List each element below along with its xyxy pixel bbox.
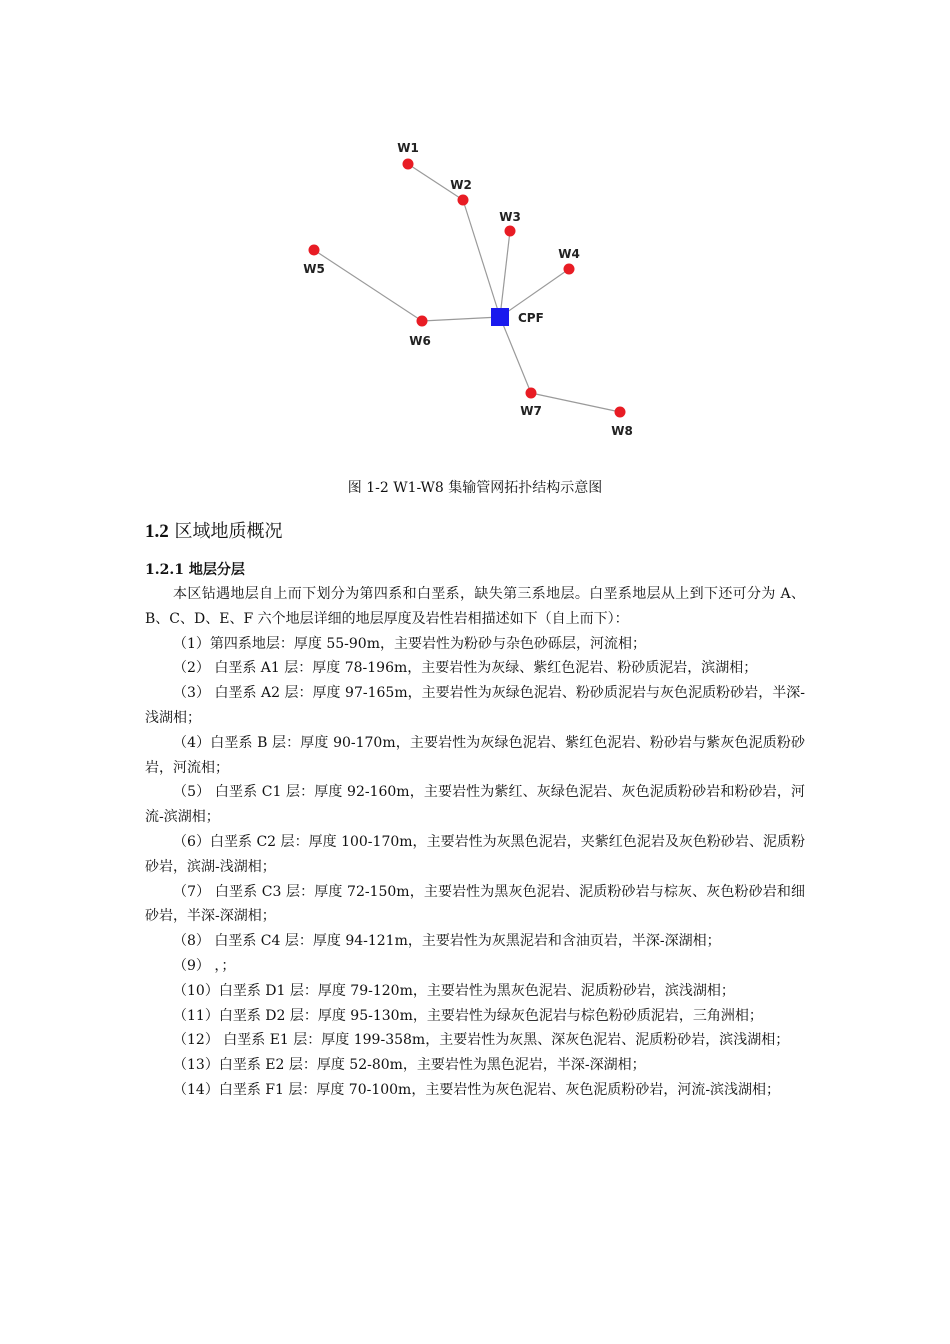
well-label-w2: W2 [450,178,472,192]
well-label-w3: W3 [499,210,521,224]
pipeline-edge-w6-cpf [422,317,500,321]
pipeline-edge-w4-cpf [500,269,569,317]
well-node-w8 [615,407,626,418]
subsection-heading: 1.2.1 地层分层 [145,562,245,578]
section-title: 区域地质概况 [174,521,283,542]
paragraph-item: （4）白垩系 B 层：厚度 90-170m，主要岩性为灰绿色泥岩、紫红色泥岩、粉砂岩与紫灰色泥质粉砂岩，河流相； [145,734,805,776]
well-label-w4: W4 [558,247,580,261]
figure-caption: 图 1-2 W1-W8 集输管网拓扑结构示意图 [347,480,603,496]
paragraph-item: （13）白垩系 E2 层：厚度 52-80m，主要岩性为黑色泥岩，半深-深湖相； [173,1057,646,1074]
well-node-w2 [458,195,469,206]
diagram-nodes [309,159,626,418]
well-label-w1: W1 [397,141,419,155]
paragraph-item: （5） 白垩系 C1 层：厚度 92-160m，主要岩性为紫红、灰绿色泥岩、灰色泥质粉砂岩和粉砂岩，河流-滨湖相； [145,784,805,826]
pipeline-topology-diagram [290,130,650,450]
paragraph-item: （6）白垩系 C2 层：厚度 100-170m，主要岩性为灰黑色泥岩，夹紫红色泥岩及灰色粉砂岩、泥质粉砂岩，滨湖-浅湖相； [145,833,805,875]
paragraph-item: （9） ，； [173,957,236,974]
paragraph-item: （8） 白垩系 C4 层：厚度 94-121m，主要岩性为灰黑泥岩和含油页岩，半深-深湖相； [173,933,721,950]
pipeline-edge-w2-cpf [463,200,500,317]
pipeline-edge-w7-w8 [531,393,620,412]
well-node-w3 [505,226,516,237]
diagram-labels [303,141,633,438]
paragraph-intro: 本区钻遇地层自上而下划分为第四系和白垩系，缺失第三系地层。白垩系地层从上到下还可分为 A、B、C、D、E、F 六个地层详细的地层厚度及岩性岩相描述如下（自上而下）： [145,586,805,627]
well-node-w4 [564,264,575,275]
pipeline-edge-w3-cpf [500,231,510,317]
well-node-w1 [403,159,414,170]
body-text [145,582,805,1103]
section-heading [145,517,282,543]
well-label-w5: W5 [303,262,325,276]
paragraph-item: （11）白垩系 D2 层：厚度 95-130m，主要岩性为绿灰色泥岩与棕色粉砂质泥岩，三角洲相； [173,1007,763,1024]
well-label-w7: W7 [520,404,542,418]
well-label-w8: W8 [611,424,633,438]
cpf-hub-label: CPF [518,311,544,325]
pipeline-edge-w5-w6 [314,250,422,321]
section-number: 1.2 [145,521,169,542]
paragraph-item: （7） 白垩系 C3 层：厚度 72-150m，主要岩性为黑灰色泥岩、泥质粉砂岩与棕灰、灰色粉砂岩和细砂岩，半深-深湖相； [145,883,805,925]
paragraph-item: （10）白垩系 D1 层：厚度 79-120m，主要岩性为黑灰色泥岩、泥质粉砂岩，滨浅湖相； [173,982,735,999]
paragraph-item: （2） 白垩系 A1 层：厚度 78-196m，主要岩性为灰绿、紫红色泥岩、粉砂质泥岩，滨湖相； [173,660,758,677]
paragraph-item: （12） 白垩系 E1 层：厚度 199-358m，主要岩性为灰黑、深灰色泥岩、泥质粉砂岩，滨浅湖相； [173,1032,790,1049]
paragraph-item: （14）白垩系 F1 层：厚度 70-100m，主要岩性为灰色泥岩、灰色泥质粉砂岩，河流-滨浅湖相； [173,1081,781,1098]
cpf-hub-node [491,308,509,326]
pipeline-edge-cpf-w7 [500,317,531,393]
well-node-w5 [309,245,320,256]
well-label-w6: W6 [409,334,431,348]
well-node-w6 [417,316,428,327]
paragraph-item: （1）第四系地层：厚度 55-90m，主要岩性为粉砂与杂色砂砾层，河流相； [173,635,646,652]
paragraph-item: （3） 白垩系 A2 层：厚度 97-165m，主要岩性为灰绿色泥岩、粉砂质泥岩与灰色泥质粉砂岩，半深-浅湖相； [145,685,805,726]
well-node-w7 [526,388,537,399]
